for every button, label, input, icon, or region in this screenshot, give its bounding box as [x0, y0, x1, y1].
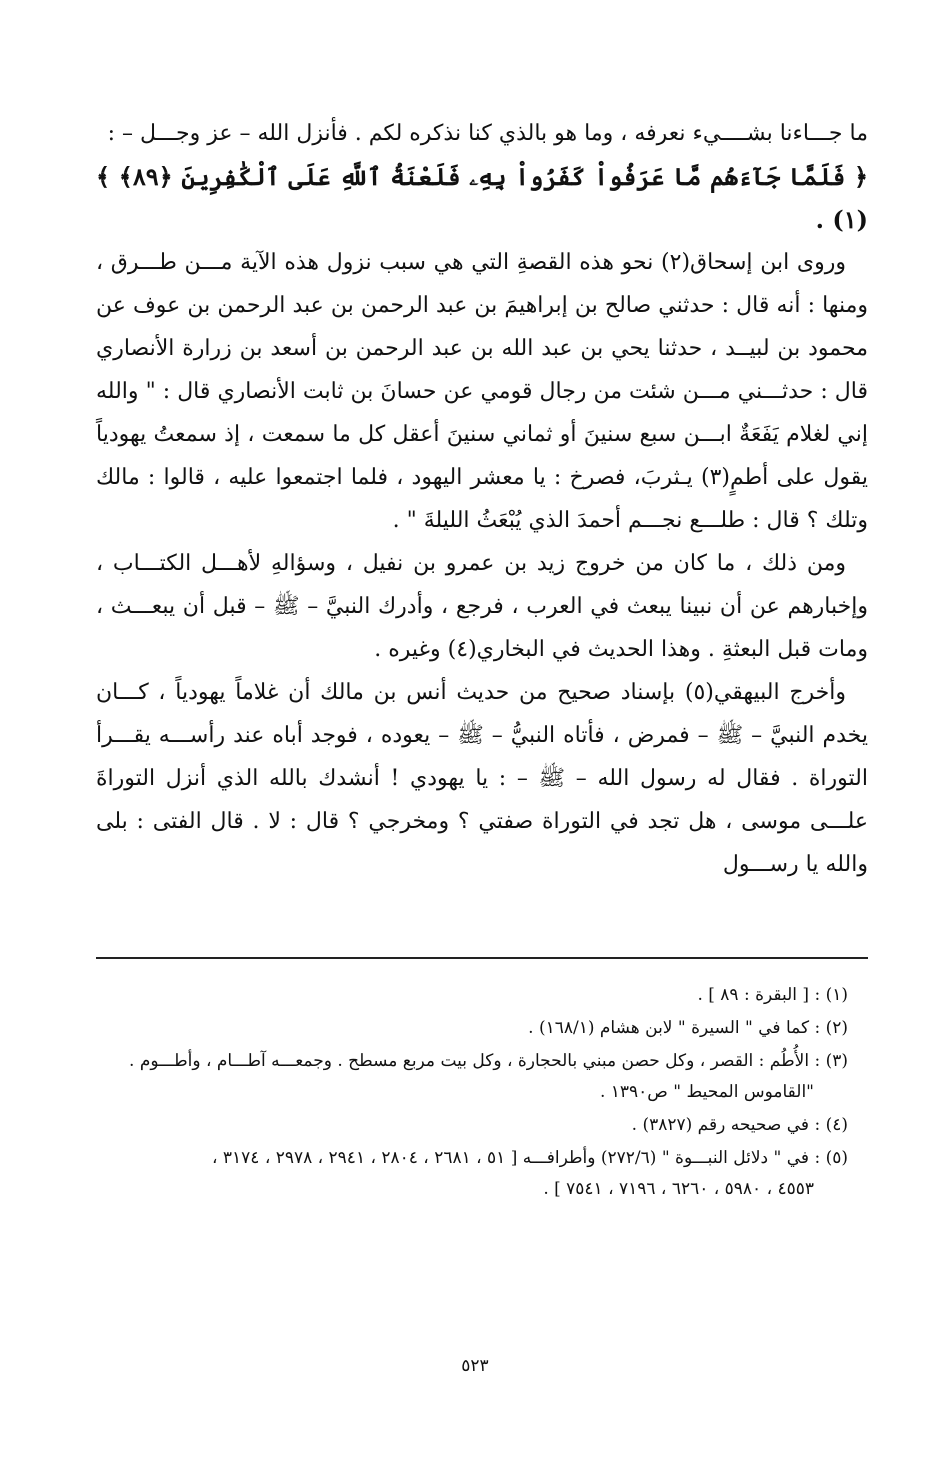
quran-verse: ﴿ فَلَمَّا جَآءَهُم مَّا عَرَفُواْ كَفَرُواْ بِهِۦ فَلَعْنَةُ ٱللَّهِ عَلَى ٱلْكَٰفِرِينَ ﴿٨٩﴾ ﴾(١) .	[96, 162, 869, 234]
footnote-divider	[96, 957, 868, 959]
paragraph-3-text: ومن ذلك ، ما كان من خروج زيد بن عمرو بن نفيل ، وسؤالهِ لأهـــل الكتـــاب ، وإخبارهم عن أن نبينا يبعث في العرب ، فرجع ، وأدرك النبيَّ – ﷺ – قبل أن يبعـــث ، ومات قبل البعثةِ . وهذا الحديث في البخاري(٤) وغيره .	[96, 551, 868, 662]
paragraph-1-line-1: ما جـــاءنا بشــــيء نعرفه ، وما هو بالذي كنا نذكره لكم . فأنزل الله – عز وجـــل – :	[107, 121, 868, 146]
paragraph-1	[96, 112, 868, 241]
footnote-5	[96, 1143, 868, 1205]
footnote-4: (٤) : في صحيحه رقم (٣٨٢٧) .	[631, 1115, 848, 1135]
footnote-1: (١) : [ البقرة : ٨٩ ] .	[697, 985, 848, 1005]
paragraph-4	[96, 671, 868, 886]
paragraph-2-text: وروى ابن إسحاق(٢) نحو هذه القصةِ التي هي سبب نزول هذه الآية مـــن طـــرق ، ومنها : أنه قال : حدثني صالح بن إبراهيمَ بن عبد الرحمن بن عبد الرحمن بن عوف عن محمود بن لبيــد ، حدثنا يحي بن عبد الله بن عبد الرحمن بن أسعد بن زرارة الأنصاري قال : حدثـــني مـــن شئت من رجال قومي عن حسانَ بن ثابت الأنصاري قال : " والله إني لغلام يَفَعَةٌ ابـــن سبع سنينَ أو ثماني سنينَ أعقل كل ما سمعت ، إذ سمعتُ يهودياً يقول على أطمٍ(٣) يـثربَ، فصرخ : يا معشر اليهود ، فلما اجتمعوا عليه ، قالوا : مالك وتلك ؟ قال : طلـــع نجـــم أحمدَ الذي يُبْعَثُ الليلةَ " .	[96, 250, 868, 533]
page-number: ٥٢٣	[461, 1356, 489, 1376]
footnote-2: (٢) : كما في " السيرة " لابن هشام (١٦٨/١) .	[528, 1018, 848, 1038]
footnotes	[96, 980, 868, 1207]
footnote-3-line-2: "القاموس المحيط " ص١٣٩٠ .	[599, 1082, 814, 1102]
footnote-3-line-1: (٣) : الأُطُم : القصر ، وكل حصن مبني بالحجارة ، وكل بيت مربع مسطح . وجمعـــه آطـــام ، وأطـــوم .	[129, 1051, 848, 1071]
paragraph-4-text: وأخرج البيهقي(٥) بإسناد صحيح من حديث أنس بن مالك أن غلاماً يهودياً ، كـــان يخدم النبيَّ – ﷺ – فمرض ، فأتاه النبيُّ – ﷺ – يعوده ، فوجد أباه عند رأســـه يقـــرأ التوراة . فقال له رسول الله – ﷺ – : يا يهودي ! أنشدك بالله الذي أنزل التوراةَ علـــى موسى ، هل تجد في التوراة صفتي ؟ ومخرجي ؟ قال : لا . قال الفتى : بلى والله يا رســـول	[96, 680, 868, 877]
footnote-5-line-1: (٥) : في " دلائل النبـــوة " (٢٧٢/٦) وأطرافـــه [ ٥١ ، ٢٦٨١ ، ٢٨٠٤ ، ٢٩٤١ ، ٢٩٧٨ ، ٣١٧٤ ،	[212, 1148, 848, 1168]
main-text	[96, 112, 868, 886]
footnote-5-line-2: ٤٥٥٣ ، ٥٩٨٠ ، ٦٢٦٠ ، ٧١٩٦ ، ٧٥٤١ ] .	[543, 1179, 814, 1199]
footnote-3	[96, 1046, 868, 1108]
paragraph-2	[96, 241, 868, 542]
paragraph-3	[96, 542, 868, 671]
